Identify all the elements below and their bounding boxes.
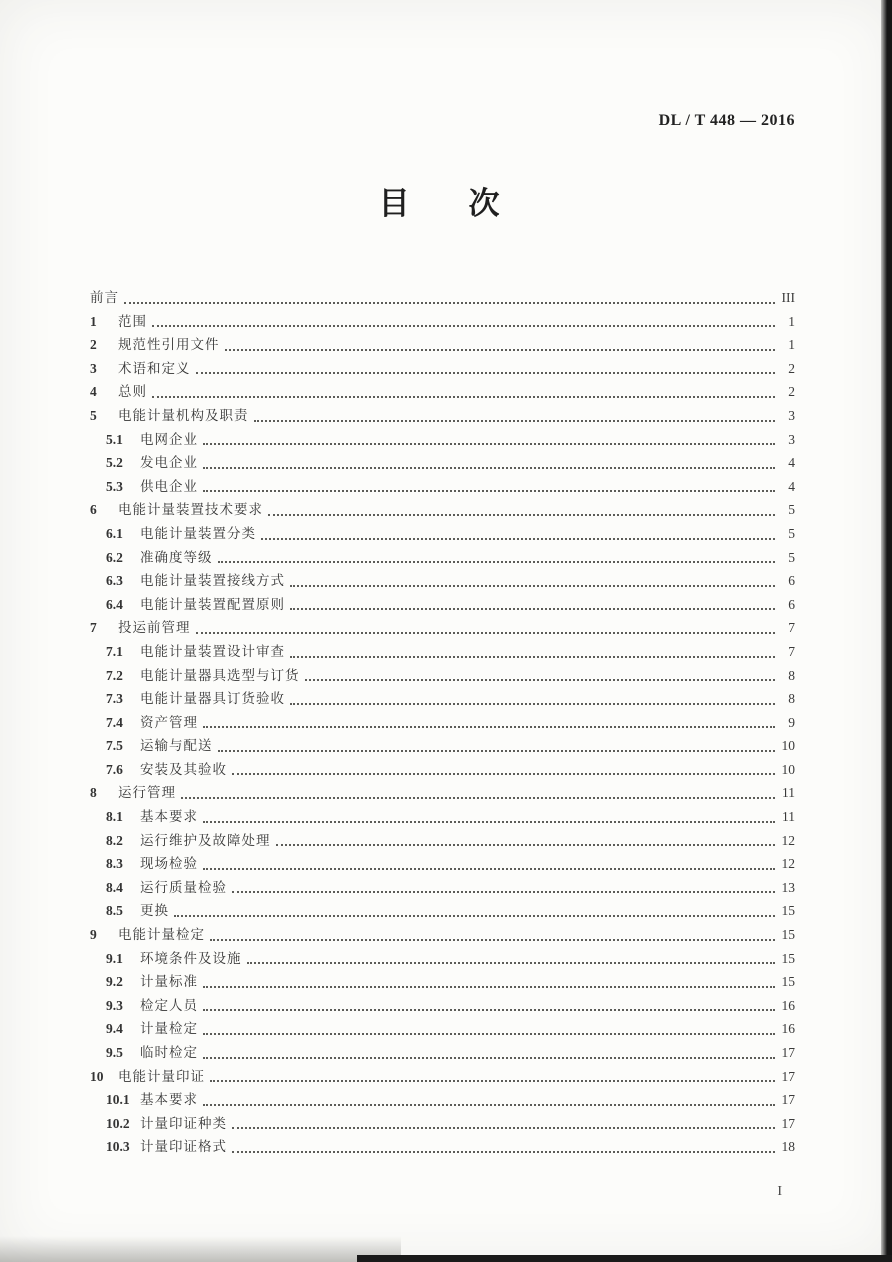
toc-entry	[90, 357, 795, 381]
toc-entry	[90, 616, 795, 640]
toc-entry-number: 6.2	[106, 549, 123, 565]
toc-entry-title: 检定人员	[140, 997, 198, 1013]
toc-leader-dots	[210, 939, 775, 941]
toc-leader-dots	[290, 703, 775, 705]
toc-entry-page: 1	[788, 337, 795, 353]
toc-entry-title: 基本要求	[140, 1092, 198, 1108]
toc-entry-title: 电能计量印证	[118, 1068, 205, 1084]
toc-entry-page: 4	[788, 455, 795, 471]
toc-leader-dots	[268, 514, 775, 516]
toc-entry-title: 电能计量装置分类	[140, 525, 256, 541]
toc-entry	[90, 829, 795, 853]
toc-entry-title: 准确度等级	[140, 549, 213, 565]
toc-leader-dots	[203, 726, 775, 728]
toc-entry-title: 计量检定	[140, 1021, 198, 1037]
toc-entry-title: 更换	[140, 903, 169, 919]
toc-entry-title: 运输与配送	[140, 738, 213, 754]
toc-entry-number: 6.3	[106, 573, 123, 589]
toc-entry-page: 3	[788, 407, 795, 423]
toc-entry	[90, 970, 795, 994]
toc-leader-dots	[290, 656, 775, 658]
toc-entry-number: 9.3	[106, 997, 123, 1013]
toc-entry-page: 11	[782, 785, 795, 801]
toc-leader-dots	[290, 608, 775, 610]
toc-entry	[90, 758, 795, 782]
toc-entry	[90, 1112, 795, 1136]
toc-entry	[90, 475, 795, 499]
toc-leader-dots	[232, 773, 775, 775]
toc-entry-number: 7.6	[106, 761, 123, 777]
page-title: 目 次	[378, 186, 514, 221]
toc-leader-dots	[203, 1009, 775, 1011]
toc-entry-number: 7.3	[106, 691, 123, 707]
toc-leader-dots	[152, 396, 775, 398]
toc-leader-dots	[203, 868, 775, 870]
toc-entry-number: 9.1	[106, 950, 123, 966]
toc-entry-title: 运行管理	[118, 785, 176, 801]
toc-leader-dots	[254, 420, 776, 422]
toc-leader-dots	[247, 962, 776, 964]
toc-entry-number: 7	[90, 620, 97, 636]
toc-entry-number: 5.1	[106, 431, 123, 447]
toc-entry-number: 6	[90, 502, 97, 518]
toc-entry-title: 电能计量器具订货验收	[140, 691, 285, 707]
toc-entry-page: 9	[788, 714, 795, 730]
toc-entry	[90, 404, 795, 428]
toc-entry-page: III	[781, 290, 795, 305]
toc-entry	[90, 428, 795, 452]
toc-entry	[90, 805, 795, 829]
toc-entry-title: 运行质量检验	[140, 879, 227, 895]
toc-entry-title: 术语和定义	[118, 360, 191, 376]
table-of-contents	[90, 286, 795, 1159]
toc-leader-dots	[124, 302, 775, 304]
toc-entry-page: 17	[781, 1092, 795, 1108]
toc-entry-page: 10	[781, 738, 795, 754]
toc-entry-page: 5	[788, 502, 795, 518]
toc-entry-title: 基本要求	[140, 809, 198, 825]
toc-leader-dots	[232, 1151, 775, 1153]
toc-leader-dots	[181, 797, 775, 799]
scan-edge-right	[881, 0, 892, 1262]
toc-entry-page: 5	[788, 549, 795, 565]
toc-entry-number: 8	[90, 785, 97, 801]
toc-entry-title: 规范性引用文件	[118, 337, 220, 353]
toc-entry-title: 投运前管理	[118, 620, 191, 636]
toc-entry-title: 前言	[90, 290, 119, 305]
toc-entry-title: 电能计量装置技术要求	[118, 502, 263, 518]
toc-leader-dots	[218, 750, 776, 752]
toc-entry-page: 12	[781, 832, 795, 848]
toc-entry-title: 电能计量装置配置原则	[140, 596, 285, 612]
toc-entry-page: 17	[781, 1115, 795, 1131]
toc-entry-number: 9.2	[106, 974, 123, 990]
toc-entry	[90, 899, 795, 923]
toc-entry-number: 9.5	[106, 1045, 123, 1060]
toc-entry-page: 12	[781, 856, 795, 872]
toc-entry-page: 15	[781, 950, 795, 966]
toc-entry-title: 临时检定	[140, 1045, 198, 1060]
toc-entry-number: 8.2	[106, 832, 123, 848]
toc-entry-number: 5.2	[106, 455, 123, 471]
toc-entry-page: 15	[781, 974, 795, 990]
toc-leader-dots	[152, 325, 775, 327]
toc-entry	[90, 923, 795, 947]
toc-entry-number: 6.1	[106, 525, 123, 541]
toc-entry-number: 9	[90, 927, 97, 943]
toc-entry-number: 5.3	[106, 478, 123, 494]
toc-entry-page: 17	[781, 1068, 795, 1084]
toc-entry-page: 6	[788, 596, 795, 612]
standard-code: DL / T 448 — 2016	[658, 112, 795, 129]
toc-leader-dots	[232, 1127, 775, 1129]
toc-entry-page: 16	[781, 997, 795, 1013]
toc-entry	[90, 852, 795, 876]
toc-entry	[90, 498, 795, 522]
toc-entry-page: 7	[788, 620, 795, 636]
toc-entry-number: 10	[90, 1068, 104, 1084]
scan-edge-bottom	[357, 1255, 892, 1262]
toc-entry-title: 计量印证格式	[140, 1139, 227, 1155]
toc-entry-number: 4	[90, 384, 97, 400]
toc-entry-title: 电网企业	[140, 431, 198, 447]
toc-leader-dots	[203, 443, 775, 445]
toc-entry-page: 7	[788, 643, 795, 659]
toc-leader-dots	[290, 585, 775, 587]
toc-entry-title: 资产管理	[140, 714, 198, 730]
toc-entry	[90, 333, 795, 357]
toc-entry-page: 8	[788, 691, 795, 707]
page-number: I	[777, 1184, 782, 1199]
toc-entry-title: 环境条件及设施	[140, 950, 242, 966]
toc-entry-page: 13	[781, 879, 795, 895]
toc-leader-dots	[203, 490, 775, 492]
toc-leader-dots	[305, 679, 776, 681]
toc-entry	[90, 687, 795, 711]
toc-leader-dots	[203, 821, 775, 823]
toc-entry-title: 计量标准	[140, 974, 198, 990]
toc-entry-page: 3	[788, 431, 795, 447]
toc-entry-title: 供电企业	[140, 478, 198, 494]
toc-entry-title: 安装及其验收	[140, 761, 227, 777]
toc-leader-dots	[203, 467, 775, 469]
toc-entry	[90, 1017, 795, 1041]
toc-entry-page: 6	[788, 573, 795, 589]
toc-entry	[90, 711, 795, 735]
toc-leader-dots	[210, 1080, 775, 1082]
toc-entry-title: 总则	[118, 384, 147, 400]
toc-entry-number: 7.5	[106, 738, 123, 754]
toc-entry	[90, 947, 795, 971]
toc-entry-number: 6.4	[106, 596, 123, 612]
toc-entry-number: 8.1	[106, 809, 123, 825]
toc-leader-dots	[203, 986, 775, 988]
toc-entry-page: 1	[788, 313, 795, 329]
toc-entry	[90, 569, 795, 593]
toc-leader-dots	[232, 891, 775, 893]
toc-entry	[90, 640, 795, 664]
toc-entry-number: 10.3	[106, 1139, 130, 1155]
toc-entry-number: 9.4	[106, 1021, 123, 1037]
toc-leader-dots	[174, 915, 775, 917]
toc-entry-page: 2	[788, 360, 795, 376]
toc-entry-title: 电能计量装置接线方式	[140, 573, 285, 589]
toc-entry-page: 8	[788, 667, 795, 683]
toc-entry-page: 15	[781, 927, 795, 943]
toc-entry-page: 15	[781, 903, 795, 919]
toc-entry	[90, 1135, 795, 1159]
toc-entry	[90, 994, 795, 1018]
toc-entry	[90, 664, 795, 688]
toc-entry-number: 8.4	[106, 879, 123, 895]
toc-entry-page: 5	[788, 525, 795, 541]
toc-entry-number: 8.3	[106, 856, 123, 872]
toc-entry-page: 4	[788, 478, 795, 494]
toc-entry-number: 5	[90, 407, 97, 423]
toc-entry-number: 7.1	[106, 643, 123, 659]
toc-entry-number: 8.5	[106, 903, 123, 919]
toc-leader-dots	[196, 372, 776, 374]
toc-leader-dots	[203, 1104, 775, 1106]
toc-leader-dots	[261, 538, 775, 540]
toc-entry-title: 发电企业	[140, 455, 198, 471]
toc-entry	[90, 734, 795, 758]
toc-entry-number: 1	[90, 313, 97, 329]
toc-entry	[90, 1041, 795, 1065]
toc-leader-dots	[276, 844, 776, 846]
toc-entry	[90, 781, 795, 805]
toc-entry-page: 18	[781, 1139, 795, 1155]
toc-leader-dots	[196, 632, 776, 634]
toc-entry-number: 10.2	[106, 1115, 130, 1131]
toc-entry-page: 17	[781, 1045, 795, 1060]
toc-entry	[90, 593, 795, 617]
toc-entry	[90, 546, 795, 570]
toc-entry-title: 运行维护及故障处理	[140, 832, 271, 848]
toc-leader-dots	[225, 349, 776, 351]
toc-entry-title: 范围	[118, 313, 147, 329]
toc-entry-page: 2	[788, 384, 795, 400]
scan-shadow-bottom-left	[0, 1236, 401, 1262]
toc-entry-number: 7.4	[106, 714, 123, 730]
toc-entry	[90, 286, 795, 310]
toc-entry-page: 11	[782, 809, 795, 825]
toc-entry	[90, 1088, 795, 1112]
toc-entry	[90, 522, 795, 546]
toc-entry-title: 电能计量装置设计审查	[140, 643, 285, 659]
toc-entry-title: 电能计量检定	[118, 927, 205, 943]
toc-entry-number: 7.2	[106, 667, 123, 683]
toc-entry-number: 3	[90, 360, 97, 376]
toc-leader-dots	[218, 561, 776, 563]
toc-entry-number: 2	[90, 337, 97, 353]
toc-entry	[90, 380, 795, 404]
toc-leader-dots	[203, 1057, 775, 1059]
toc-entry-page: 10	[781, 761, 795, 777]
toc-entry-title: 电能计量机构及职责	[118, 407, 249, 423]
toc-entry-number: 10.1	[106, 1092, 130, 1108]
toc-leader-dots	[203, 1033, 775, 1035]
toc-entry	[90, 451, 795, 475]
toc-entry-title: 电能计量器具选型与订货	[140, 667, 300, 683]
toc-entry-title: 计量印证种类	[140, 1115, 227, 1131]
toc-entry	[90, 310, 795, 334]
toc-entry	[90, 1065, 795, 1089]
toc-entry	[90, 876, 795, 900]
toc-entry-page: 16	[781, 1021, 795, 1037]
toc-entry-title: 现场检验	[140, 856, 198, 872]
